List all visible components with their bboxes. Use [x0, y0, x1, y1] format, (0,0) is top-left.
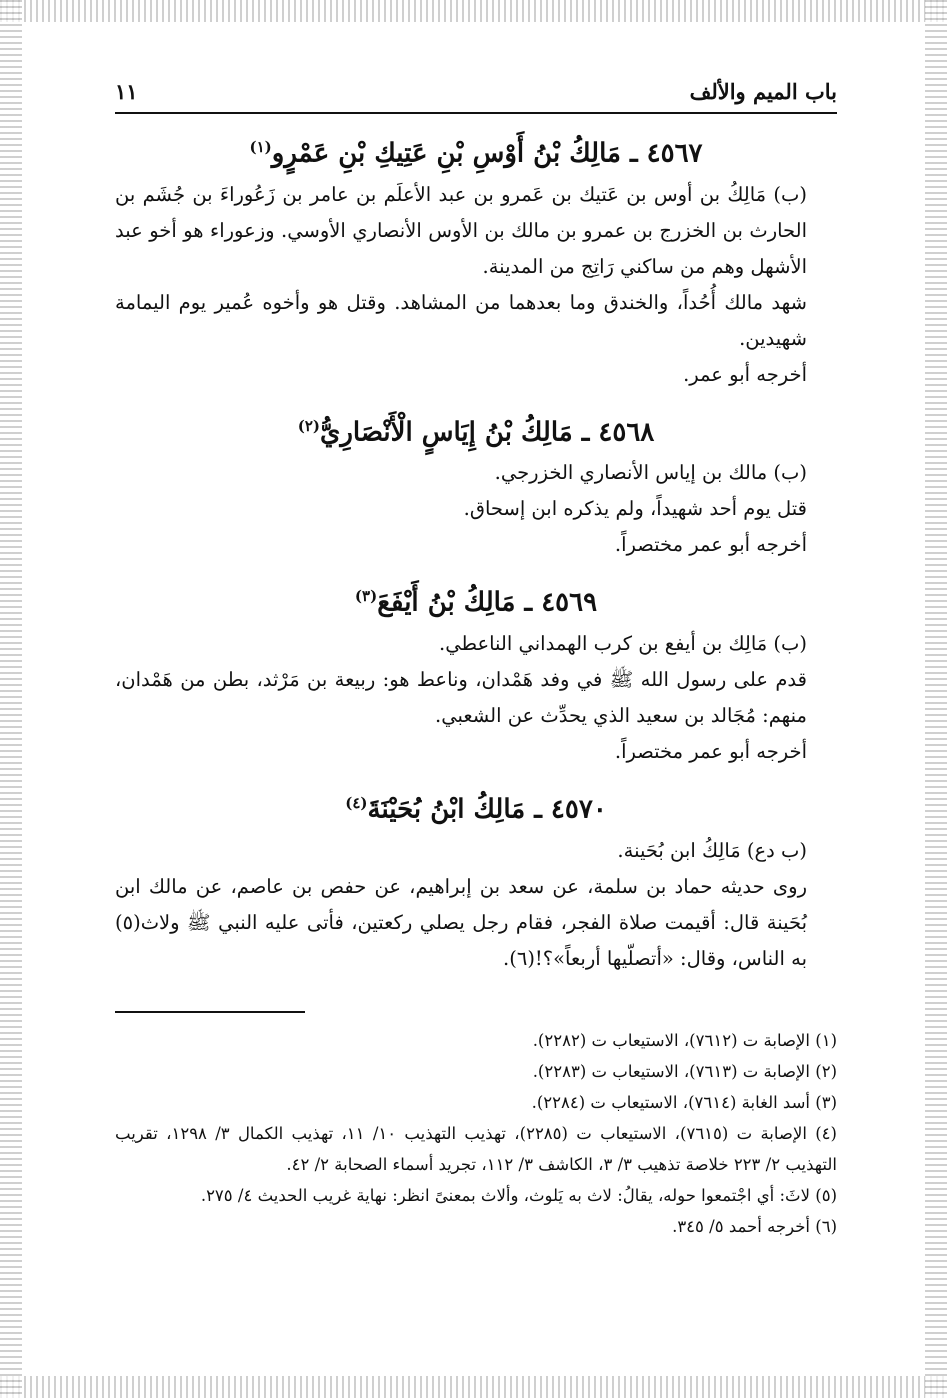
entry-paragraph: (ب) مَالِك بن أيفع بن كرب الهمداني الناعطي. [439, 631, 807, 655]
entry-paragraph: (ب دع) مَالِكُ ابن بُحَينة. [617, 838, 807, 862]
footnotes [115, 1025, 837, 1242]
entry-4570 [115, 784, 837, 977]
entry-paragraph: قدم على رسول الله ﷺ في وفد هَمْدان، وناعط هو: ربيعة بن مَرْثد، بطن من هَمْدان، منهم: مُجَالد بن سعيد الذي يحدِّث عن الشعبي. [115, 667, 807, 727]
footnote-ref[interactable]: (١) [249, 138, 272, 156]
decorative-border-top [0, 0, 947, 22]
entry-title-text: ٤٥٧٠ ـ مَالِكُ ابْنُ بُحَيْنَةَ [367, 794, 607, 825]
decorative-border-bottom [0, 1376, 947, 1398]
section-title: باب الميم والألف [689, 79, 837, 104]
footnote-separator [115, 1011, 305, 1013]
page-content [115, 72, 837, 1242]
entry-title [115, 577, 837, 622]
decorative-border-left [0, 0, 22, 1398]
running-header [115, 72, 837, 114]
footnote: (٢) الإصابة ت (٧٦١٣)، الاستيعاب ت (٢٢٨٣). [532, 1061, 837, 1081]
entry-paragraph: أخرجه أبو عمر مختصراً. [614, 739, 807, 763]
entry-paragraph: (ب) مالك بن إياس الأنصاري الخزرجي. [494, 461, 807, 485]
entry-4569 [115, 577, 837, 770]
footnote: (٥) لاثَ: أي اجْتمعوا حوله، يقالُ: لاث به يَلوث، وألاث بمعنىً انظر: نهاية غريب الحديث ٤/ ٢٧٥. [200, 1185, 837, 1205]
entry-paragraph: (ب) مَالِكُ بن أوس بن عَتيك بن عَمرو بن عبد الأعلَم بن عامر بن زَعُوراءَ بن جُشَم بن الحارث بن الخزرج بن عمرو بن مالك بن الأوس الأنصاري الأوسي. وزعوراء هو أخو عبد الأشهل وهم من ساكني رَاتِج من المدينة. [115, 182, 807, 278]
entry-4568 [115, 407, 837, 564]
entry-paragraph: شهد مالك أُحُداً، والخندق وما بعدهما من المشاهد. وقتل هو وأخوه عُمير يوم اليمامة شهيدين. [115, 290, 807, 350]
footnote-ref[interactable]: (٢) [297, 416, 321, 435]
footnote: (١) الإصابة ت (٧٦١٢)، الاستيعاب ت (٢٢٨٢). [532, 1030, 837, 1050]
footnote: (٤) الإصابة ت (٧٦١٥)، الاستيعاب ت (٢٢٨٥)، تهذيب التهذيب ١٠/ ١١، تهذيب الكمال ٣/ ١٢٩٨، تقريب التهذيب ٢/ ٢٢٣ خلاصة تذهيب ٣/ ٣، الكاشف ٣/ ١١٢، تجريد أسماء الصحابة ٢/ ٤٢. [115, 1123, 837, 1174]
entry-paragraph: أخرجه أبو عمر مختصراً. [614, 533, 807, 557]
entry-title-text: ٤٥٦٩ ـ مَالِكُ بْنُ أَيْفَعَ [377, 587, 598, 618]
entry-paragraph: قتل يوم أحد شهيداً، ولم يذكره ابن إسحاق. [463, 497, 807, 521]
footnote: (٦) أخرجه أحمد ٥/ ٣٤٥. [672, 1216, 837, 1236]
entry-title-text: ٤٥٦٨ ـ مَالِكُ بْنُ إِيَاسٍ الْأَنْصَارِيُّ [320, 417, 655, 448]
entry-paragraph: أخرجه أبو عمر. [683, 362, 807, 386]
footnote-ref[interactable]: (٣) [354, 587, 378, 606]
entry-title [115, 784, 837, 829]
entry-title [115, 407, 837, 452]
entry-paragraph: روى حديثه حماد بن سلمة، عن سعد بن إبراهيم، عن حفص بن عاصم، عن مالك ابن بُحَينة قال: أقيمت صلاة الفجر، فقام رجل يصلي ركعتين، فأتى عليه النبي ﷺ ولاث(٥) به الناس، وقال: «أتصلّيها أربعاً»؟!(٦). [115, 874, 807, 970]
page-number: ١١ [115, 79, 138, 104]
entry-title-text: ٤٥٦٧ ـ مَالِكُ بْنُ أَوْسِ بْنِ عَتِيكِ بْنِ عَمْرٍو [271, 138, 703, 169]
footnote: (٣) أسد الغابة (٧٦١٤)، الاستيعاب ت (٢٢٨٤). [531, 1092, 837, 1112]
entry-title [115, 128, 837, 173]
decorative-border-right [925, 0, 947, 1398]
entry-4567 [115, 128, 837, 393]
footnote-ref[interactable]: (٤) [345, 793, 368, 812]
